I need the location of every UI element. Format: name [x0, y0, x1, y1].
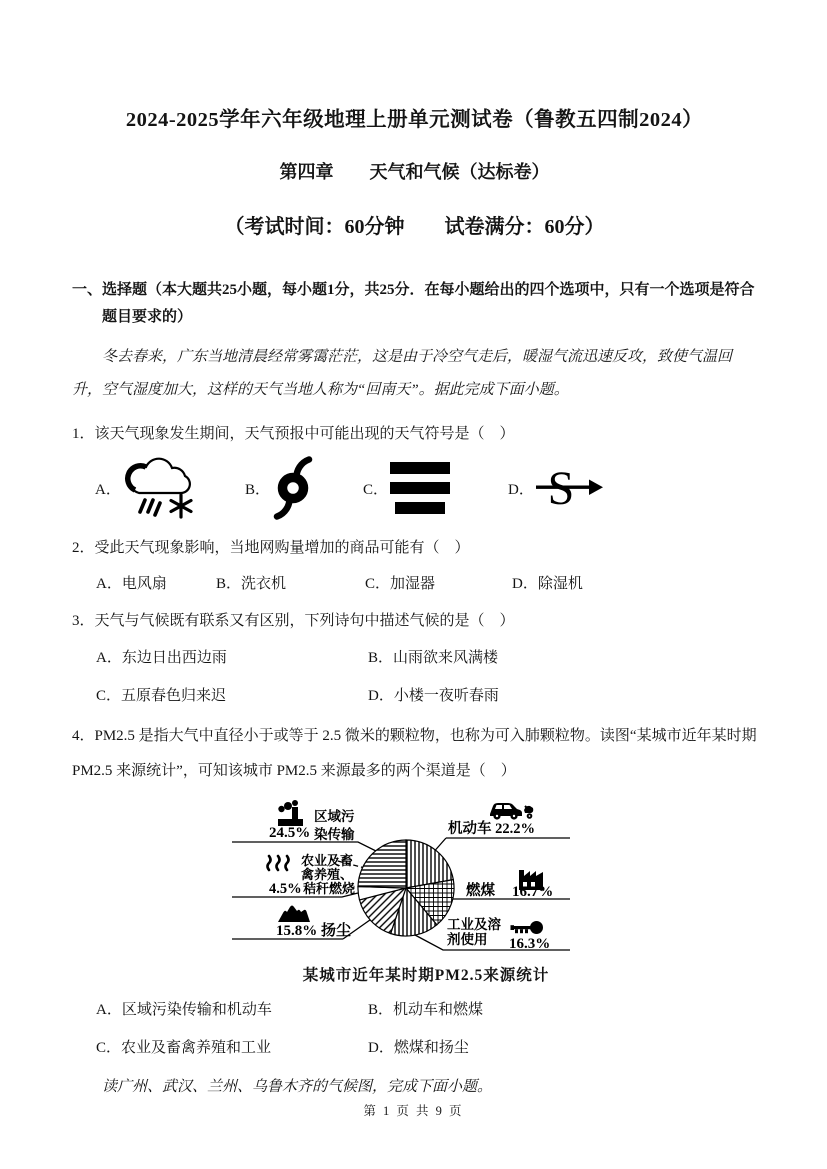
exam-title: 2024-2025学年六年级地理上册单元测试卷（鲁教五四制2024）	[125, 109, 704, 131]
pie-slice-label: 秸秆燃烧	[303, 881, 356, 896]
option: A．区域污染传输和机动车	[96, 1002, 272, 1018]
option-letter: D．	[508, 481, 534, 498]
option-letter: B．	[245, 481, 271, 498]
question-4-stem: 4．PM2.5 是指大气中直径小于或等于 2.5 微米的颗粒物，也称为可入肺颗粒物。读图“某城市近年某时期PM2.5 来源统计”，可知该城市 PM2.5 来源最多的两个渠道是（ ）	[72, 728, 757, 779]
option: A．东边日出西边雨	[96, 650, 227, 666]
chapter-subtitle: 第四章 天气和气候（达标卷）	[279, 162, 550, 182]
option: D．小楼一夜听春雨	[368, 688, 499, 704]
question-2-options	[96, 572, 757, 593]
option: C．五原春色归来迟	[96, 688, 227, 704]
pie-slice	[358, 840, 406, 888]
pie-slice-label: 农业及畜	[301, 853, 354, 868]
option-letter: A．	[95, 481, 121, 498]
pie-slices	[358, 840, 454, 936]
pie-slice-label: 禽养殖、	[301, 867, 354, 882]
option: D．除湿机	[512, 576, 583, 592]
question-4-options	[72, 998, 757, 1057]
option: A．电风扇	[96, 576, 167, 592]
smoke-icon	[268, 856, 289, 870]
pie-slice-label: 4.5%	[269, 881, 302, 897]
option: D．燃煤和扬尘	[368, 1040, 469, 1056]
option-letter: C．	[363, 481, 389, 498]
pie-slice-label: 剂使用	[447, 932, 488, 947]
pie-slice-label: 染传输	[314, 827, 355, 842]
key-icon	[511, 921, 544, 934]
page-number: 第 1 页 共 9 页	[363, 1104, 464, 1118]
dust-icon	[278, 906, 310, 923]
question-1-options-row	[72, 452, 757, 524]
pm25-pie-chart	[230, 793, 622, 957]
q1-option-d	[508, 452, 604, 524]
smokestack-icon	[278, 800, 303, 826]
pie-leader-line	[232, 842, 380, 853]
question-3-options	[72, 646, 757, 705]
option: C．加湿器	[365, 576, 436, 592]
fog-weather-icon	[390, 462, 450, 514]
pie-slice-label: 区域污	[314, 809, 355, 824]
option: B．机动车和燃煤	[368, 1002, 484, 1018]
pie-slice-label: 16.3%	[509, 936, 551, 952]
section-heading: 一、选择题（本大题共25小题，每小题1分，共25分．在每小题给出的四个选项中，只有一个选项是符合题目要求的）	[72, 282, 755, 325]
pie-slice-label: 工业及溶	[447, 917, 501, 932]
pm25-pie-chart-figure	[230, 793, 622, 985]
sandstorm-weather-icon	[536, 465, 604, 511]
pie-slice-label: 16.7%	[512, 884, 554, 900]
question-3-stem: 3．天气与气候既有联系又有区别，下列诗句中描述气候的是（ ）	[72, 613, 515, 629]
reading-passage-2: 读广州、武汉、兰州、乌鲁木齐的气候图，完成下面小题。	[102, 1079, 493, 1095]
option: B．洗衣机	[216, 576, 287, 592]
pie-slice-label: 燃煤	[466, 883, 495, 899]
q1-option-b	[245, 452, 314, 524]
q1-option-c	[363, 452, 450, 524]
sleet-weather-icon	[123, 457, 201, 519]
pie-slice-label: 机动车 22.2%	[448, 821, 535, 837]
option: B．山雨欲来风满楼	[368, 650, 499, 666]
pie-slice-label: 24.5%	[269, 825, 311, 841]
figure-caption: 某城市近年某时期PM2.5来源统计	[302, 967, 550, 984]
typhoon-weather-icon	[272, 456, 314, 520]
car-icon	[490, 803, 533, 820]
question-1-stem: 1．该天气现象发生期间，天气预报中可能出现的天气符号是（ ）	[72, 426, 515, 442]
option: C．农业及畜禽养殖和工业	[96, 1040, 272, 1056]
q1-option-a	[95, 452, 201, 524]
reading-passage-1: 冬去春来，广东当地清晨经常雾霭茫茫，这是由于冷空气走后，暖湿气流迅速反攻，致使气温回升，空气湿度加大，这样的天气当地人称为“回南天”。据此完成下面小题。	[72, 349, 733, 398]
pie-slice-label: 15.8% 扬尘	[276, 923, 352, 939]
exam-time-score-line: （考试时间：60分钟 试卷满分：60分）	[224, 216, 605, 238]
question-2-stem: 2．受此天气现象影响，当地网购量增加的商品可能有（ ）	[72, 540, 470, 556]
